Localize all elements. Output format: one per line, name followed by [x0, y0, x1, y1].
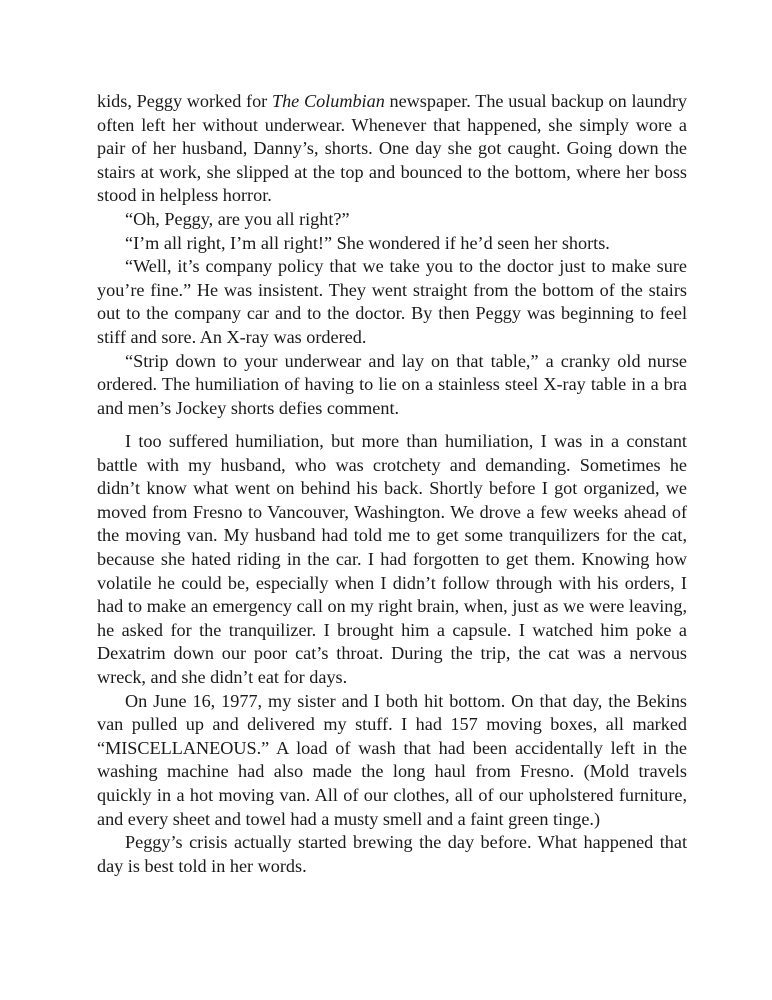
- paragraph: On June 16, 1977, my sister and I both hit bottom. On that day, the Bekins van pulled up and delivered my stuff. I had 157 moving boxes, all marked “MISCELLANEOUS.” A load of wash that had been accidentally left in the washing machine had also made the long haul from Fresno. (Mold travels quickly in a hot moving van. All of our clothes, all of our upholstered furniture, and every sheet and towel had a musty smell and a faint green tinge.): [97, 690, 687, 829]
- section-one: [97, 90, 687, 420]
- paragraph: “Well, it’s company policy that we take you to the doctor just to make sure you’re fine.” He was insistent. They went straight from the bottom of the stairs out to the company car and to the doctor. By then Peggy was beginning to feel stiff and sore. An X-ray was ordered.: [97, 256, 687, 347]
- section-two: [97, 430, 687, 878]
- paragraph: “I’m all right, I’m all right!” She wondered if he’d seen her shorts.: [125, 232, 610, 253]
- paragraph: “Strip down to your underwear and lay on that table,” a cranky old nurse ordered. The humiliation of having to lie on a stainless steel X-ray table in a bra and men’s Jockey shorts defies comment.: [97, 350, 687, 418]
- paragraph-text: kids, Peggy worked for: [97, 91, 272, 111]
- paragraph: “Oh, Peggy, are you all right?”: [125, 208, 350, 229]
- newspaper-title: The Columbian: [271, 91, 385, 111]
- paragraph: I too suffered humiliation, but more than humiliation, I was in a constant battle with my husband, who was crotchety and demanding. Sometimes he didn’t know what went on behind his back. Shortly before I got organized, we moved from Fresno to Vancouver, Washington. We drove a few weeks ahead of the moving van. My husband had told me to get some tranquilizers for the cat, because she hated riding in the car. I had forgotten to get them. Knowing how volatile he could be, especially when I didn’t follow through with his orders, I had to make an emergency call on my right brain, when, just as we were leaving, he asked for the tranquilizer. I brought him a capsule. I watched him poke a Dexatrim down our poor cat’s throat. During the trip, the cat was a nervous wreck, and she didn’t eat for days.: [97, 431, 687, 687]
- paragraph-text: newspaper. The usual backup on laundry often left her without underwear. Whenever that happened, she simply wore a pair of her husband, Danny’s, shorts. One day she got caught. Going down the stairs at work, she slipped at the top and bounced to the bottom, where her boss stood in helpless horror.: [97, 91, 687, 206]
- paragraph: Peggy’s crisis actually started brewing the day before. What happened that day is best told in her words.: [97, 832, 687, 876]
- paragraph: [97, 90, 687, 208]
